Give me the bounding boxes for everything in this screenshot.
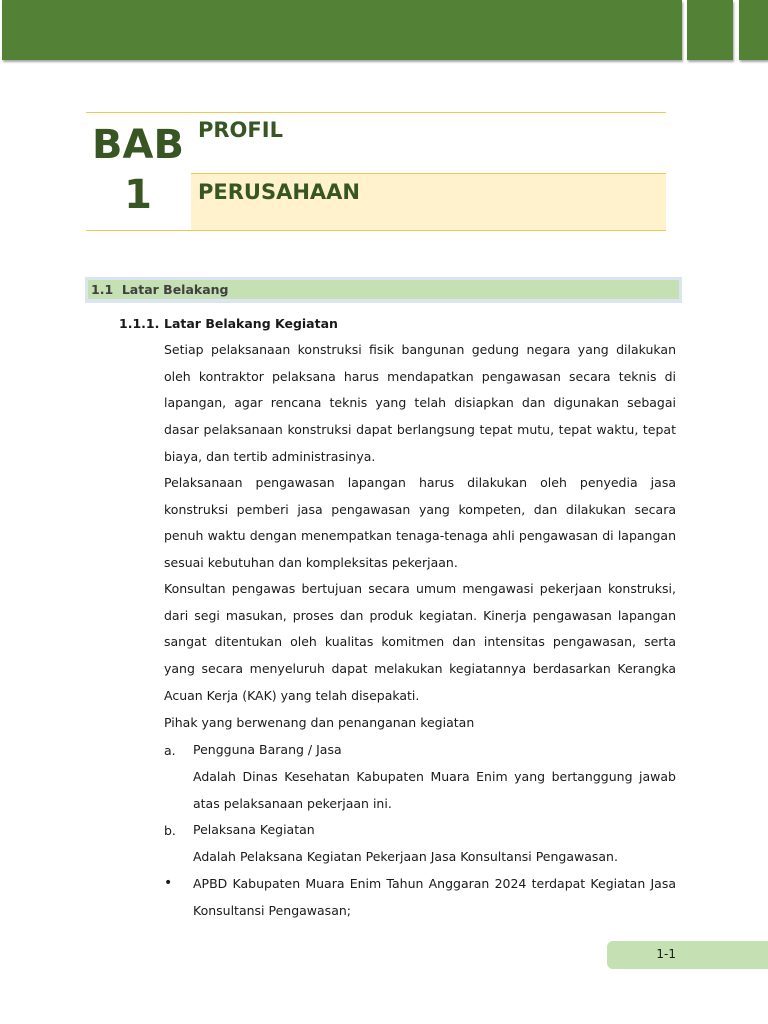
paragraph: Setiap pelaksanaan konstruksi fisik bangunan gedung negara yang dilakukan oleh kontraktor pelaksana harus mendapatkan pengawasan secara teknis di lapangan, agar rencana teknis yang telah disiapkan dan digunakan sebagai dasar pelaksanaan konstruksi dapat berlangsung tepat mutu, tepat waktu, tepat biaya, dan tertib administrasinya. (164, 342, 676, 464)
section-heading-bar (85, 277, 682, 303)
chapter-title-line1: PROFIL (198, 118, 283, 142)
subsection-heading (119, 316, 338, 331)
section-heading: 1.1 Latar Belakang (88, 280, 679, 299)
divider (86, 112, 666, 113)
bullet-text: APBD Kabupaten Muara Enim Tahun Anggaran 2024 terdapat Kegiatan Jasa Konsultansi Pengawasan; (193, 876, 676, 918)
page-number: 1-1 (656, 947, 676, 961)
paragraph: Konsultan pengawas bertujuan secara umum mengawasi pekerjaan konstruksi, dari segi masukan, proses dan produk kegiatan. Kinerja pengawasan lapangan sangat ditentukan oleh kualitas komitmen dan intensitas pengawasan, serta yang secara menyeluruh dapat melakukan kegiatannya berdasarkan Kerangka Acuan Kerja (KAK) yang telah disepakati. (164, 581, 676, 703)
header-bar-block (739, 0, 768, 60)
paragraph: Pihak yang berwenang dan penanganan kegiatan (164, 715, 475, 730)
list-item-text: Adalah Dinas Kesehatan Kabupaten Muara Enim yang bertanggung jawab atas pelaksanaan pekerjaan ini. (193, 769, 676, 811)
list-item-title: Pengguna Barang / Jasa (193, 742, 342, 757)
header-bar-block (687, 0, 733, 60)
divider (86, 230, 666, 231)
paragraph: Pelaksanaan pengawasan lapangan harus dilakukan oleh penyedia jasa konstruksi pemberi jasa pengawasan yang kompeten, dan dilakukan secara penuh waktu dengan menempatkan tenaga-tenaga ahli pengawasan di lapangan sesuai kebutuhan dan kompleksitas pekerjaan. (164, 475, 676, 571)
subsection-number: 1.1.1. (119, 316, 160, 331)
chapter-label (86, 120, 190, 220)
chapter-title-line2: PERUSAHAAN (198, 180, 360, 204)
bullet-icon: • (164, 875, 173, 891)
chapter-title-block (86, 112, 666, 231)
chapter-number: 1 (124, 172, 152, 218)
list-item-text: Adalah Pelaksana Kegiatan Pekerjaan Jasa Konsultansi Pengawasan. (193, 849, 618, 864)
page-footer-tab (607, 941, 768, 969)
list-item-title: Pelaksana Kegiatan (193, 822, 315, 837)
header-bar (2, 0, 682, 60)
chapter-word: BAB (92, 122, 184, 168)
subsection-title: Latar Belakang Kegiatan (164, 316, 338, 331)
chapter-title-highlight (191, 173, 666, 231)
list-item-marker: b. (164, 823, 176, 838)
list-item-marker: a. (164, 743, 176, 758)
